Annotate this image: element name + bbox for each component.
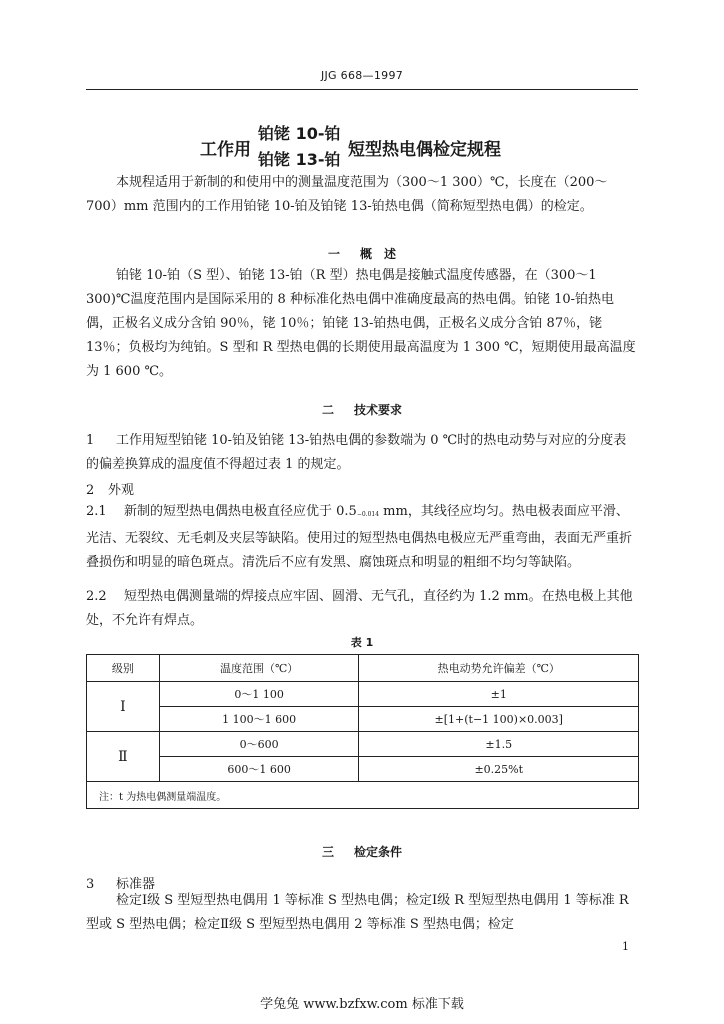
- table-row: [87, 682, 639, 707]
- table-1-title: 表 1: [350, 636, 374, 649]
- watermark-footer: 学兔兔 www.bzfxw.com 标准下载: [260, 997, 464, 1012]
- tolerance-cell: ±1.5: [359, 732, 639, 757]
- section-1-heading: [0, 245, 724, 262]
- section-1-number: 一: [327, 247, 340, 261]
- title-line-2: 铂铑 13-铂: [258, 150, 341, 169]
- grade-cell: Ⅰ: [87, 682, 160, 732]
- range-cell: 0～600: [159, 732, 359, 757]
- table-note: 注：t 为热电偶测量端温度。: [87, 782, 639, 809]
- document-title: [0, 121, 724, 171]
- header-tolerance: 热电动势允许偏差（℃）: [359, 655, 639, 682]
- header-range: 温度范围（℃）: [159, 655, 359, 682]
- section-1-title: 概 述: [360, 247, 397, 261]
- range-cell: 600～1 600: [159, 757, 359, 782]
- tolerance-cell: ±1: [359, 682, 639, 707]
- section-1-paragraph: 铂铑 10-铂（S 型）、铂铑 13-铂（R 型）热电偶是接触式温度传感器，在（300～1 300)℃温度范围内是国际采用的 8 种标准化热电偶中准确度最高的热电偶。铂铑 10-铂热电偶，正极名义成分含铂 90％，铑 10％；铂铑 13-铂热电偶，正极名义成分含铂 87％，铑 13％；负极均为纯铂。S 型和 R 型热电偶的长期使用最高温度为 1 300 ℃，短期使用最高温度为 1 600 ℃。: [86, 268, 636, 379]
- clause-2-2-text: 短型热电偶测量端的焊接点应牢固、圆滑、无气孔，直径约为 1.2 mm。在热电极上其他处，不允许有焊点。: [86, 589, 633, 628]
- table-row: [87, 757, 639, 782]
- intro-paragraph: 本规程适用于新制的和使用中的测量温度范围为（300～1 300）℃，长度在（200～700）mm 范围内的工作用铂铑 10-铂及铂铑 13-铂热电偶（简称短型热电偶）的检定。: [86, 175, 608, 214]
- clause-1: [86, 429, 638, 477]
- title-suffix: 短型热电偶检定规程: [348, 140, 501, 160]
- page-number: 1: [622, 940, 629, 953]
- range-cell: 1 100～1 600: [159, 707, 359, 732]
- section-2-heading: [0, 401, 724, 418]
- tolerance-cell: ±0.25%t: [359, 757, 639, 782]
- section-2-title: 技术要求: [354, 403, 403, 417]
- section-3-heading: [0, 843, 724, 860]
- section-3-title: 检定条件: [354, 845, 403, 859]
- clause-2-text: 外观: [108, 483, 135, 498]
- clause-2-1: [86, 500, 638, 575]
- grade-cell: Ⅱ: [87, 732, 160, 782]
- tolerance-table: [86, 654, 639, 809]
- clause-2: [86, 479, 134, 498]
- table-row: [87, 707, 639, 732]
- diameter-tolerance: −0.014: [356, 511, 380, 518]
- clause-3-text: 标准器: [116, 877, 156, 892]
- clause-2-1-text-a: 新制的短型热电偶热电极直径应优于 0.5: [124, 504, 357, 519]
- clause-2-number: 2: [86, 483, 95, 498]
- clause-2-1-number: 2.1: [86, 504, 107, 519]
- clause-1-text: 工作用短型铂铑 10-铂及铂铑 13-铂热电偶的参数端为 0 ℃时的热电动势与对应的分度表的偏差换算成的温度值不得超过表 1 的规定。: [86, 433, 627, 472]
- range-cell: 0～1 100: [159, 682, 359, 707]
- section-2-number: 二: [321, 403, 334, 417]
- section-3-number: 三: [321, 845, 334, 859]
- header-rule: [86, 89, 638, 90]
- table-row: [87, 732, 639, 757]
- standard-code-header: JJG 668—1997: [320, 69, 404, 82]
- clause-2-2-number: 2.2: [86, 589, 107, 604]
- tolerance-cell: ±[1+(t−1 100)×0.003]: [359, 707, 639, 732]
- clause-2-1-text-b: mm，其线径应均匀。热电极表面应平滑、光洁、无裂纹、无毛刺及夹层等缺陷。使用过的短型热电偶热电极应无严重弯曲，表面无严重折叠损伤和明显的暗色斑点。清洗后不应有发黑、腐蚀斑点和明显的粗细不均匀等缺陷。: [86, 504, 633, 570]
- table-header-row: [87, 655, 639, 682]
- title-line-1: 铂铑 10-铂: [258, 124, 341, 143]
- table-note-row: [87, 782, 639, 809]
- clause-3-number: 3: [86, 877, 95, 892]
- section-3-paragraph: 检定Ⅰ级 S 型短型热电偶用 1 等标准 S 型热电偶；检定Ⅰ级 R 型短型热电偶用 1 等标准 R 型或 S 型热电偶；检定Ⅱ级 S 型短型热电偶用 2 等标准 S 型热电偶；检定: [86, 893, 629, 932]
- clause-2-2: [86, 585, 638, 633]
- clause-1-number: 1: [86, 433, 95, 448]
- header-grade: 级别: [87, 655, 160, 682]
- title-prefix: 工作用: [200, 140, 251, 160]
